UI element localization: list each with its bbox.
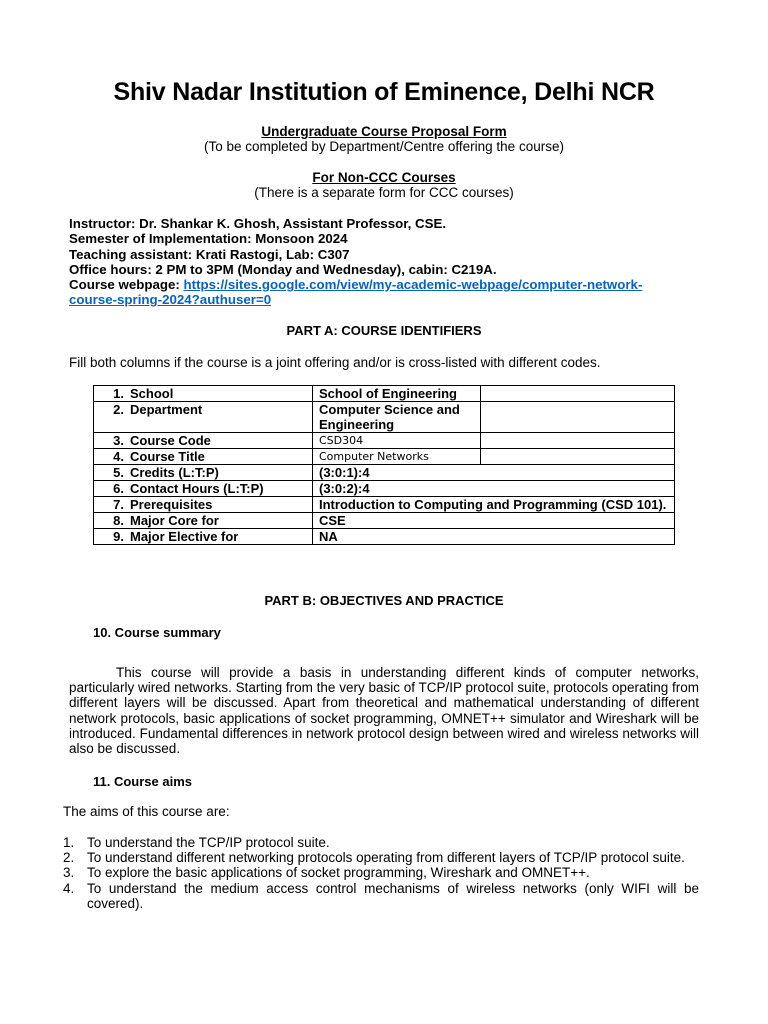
course-identifiers-table [93,385,675,545]
row-number: 4. [113,449,124,464]
aim-number: 3. [63,865,75,881]
row-label: Credits (L:T:P) [130,465,219,480]
ta-line: Teaching assistant: Krati Rastogi, Lab: C307 [69,246,350,262]
row-label: Course Title [130,449,205,464]
row-label: Contact Hours (L:T:P) [130,481,264,496]
row-label: Course Code [130,433,211,448]
table-row [94,449,675,465]
table-row [94,481,675,497]
webpage-label: Course webpage: [69,277,184,293]
row-value: CSE [313,513,675,529]
course-summary-text [69,665,699,756]
aim-text: To understand the medium access control mechanisms of wireless networks (only WIFI will be covered). [87,880,699,911]
aim-text: To understand different networking protocols operating from different layers of TCP/IP protocol suite. [87,850,685,866]
table-row [94,465,675,481]
course-aims-heading: 11. Course aims [93,774,192,789]
row-number: 6. [113,481,124,496]
course-info [69,216,709,308]
list-item [63,865,699,880]
webpage-url-part-1: https://sites.google.com/view/my-academic-webpage/computer-network- [183,277,643,293]
table-row [94,513,675,529]
part-a-heading: PART A: COURSE IDENTIFIERS [286,323,482,338]
form-type-note: (There is a separate form for CCC courses) [254,185,514,200]
row-extra-cell [481,402,675,433]
form-note: (To be completed by Department/Centre offering the course) [204,139,564,154]
list-item [63,850,699,865]
row-value: (3:0:2):4 [313,481,675,497]
aim-number: 4. [63,880,75,896]
row-extra-cell [481,449,675,465]
row-label: Department [130,402,203,417]
row-label: Major Core for [130,513,219,528]
row-value: NA [313,529,675,545]
row-number: 5. [113,465,124,480]
webpage-url-part-2: course-spring-2024?authuser=0 [69,292,272,308]
row-extra-cell [481,433,675,449]
list-item [63,881,699,911]
row-number: 1. [113,386,124,401]
semester-line: Semester of Implementation: Monsoon 2024 [69,231,348,247]
row-value: (3:0:1):4 [313,465,675,481]
course-aims-list [63,835,699,911]
aim-number: 1. [63,835,75,850]
row-value: School of Engineering [313,386,481,402]
instructor-line: Instructor: Dr. Shankar K. Ghosh, Assistant Professor, CSE. [69,216,447,231]
row-number: 7. [113,497,124,512]
part-b-heading: PART B: OBJECTIVES AND PRACTICE [264,593,504,608]
row-label: Major Elective for [130,529,239,544]
row-value: Computer Networks [313,449,481,465]
row-number: 2. [113,402,124,417]
list-item [63,835,699,850]
form-type-heading: For Non-CCC Courses [312,170,456,185]
row-value: Computer Science and Engineering [313,402,481,433]
table-row [94,529,675,545]
row-label: School [130,386,174,401]
aim-text: To understand the TCP/IP protocol suite. [87,835,330,850]
table-row [94,497,675,513]
table-row [94,386,675,402]
row-value: CSD304 [313,433,481,449]
row-label: Prerequisites [130,497,213,512]
table-row [94,433,675,449]
aim-number: 2. [63,850,75,866]
document-title: Shiv Nadar Institution of Eminence, Delhi NCR [113,78,655,106]
office-hours-line: Office hours: 2 PM to 3PM (Monday and Wednesday), cabin: C219A. [69,261,497,277]
course-aims-intro: The aims of this course are: [63,804,230,819]
course-summary-body: This course will provide a basis in understanding different kinds of computer networks, particularly wired networks. Starting from the very basic of TCP/IP protocol suite, protocols operating from different layers will be discussed. Apart from theoretical and mathematical understanding of different network protocols, basic applications of socket programming, OMNET++ simulator and Wireshark will be introduced. Fundamental differences in network protocol design between wired and wireless networks will also be discussed. [69,665,699,757]
row-number: 8. [113,513,124,528]
course-summary-heading: 10. Course summary [93,625,221,640]
part-a-instruction: Fill both columns if the course is a joint offering and/or is cross-listed with different codes. [69,355,601,370]
row-value: Introduction to Computing and Programming (CSD 101). [313,497,675,513]
row-number: 9. [113,529,124,544]
webpage-line [69,277,709,308]
table-row [94,402,675,433]
row-number: 3. [113,433,124,448]
aim-text: To explore the basic applications of socket programming, Wireshark and OMNET++. [87,865,590,881]
form-heading: Undergraduate Course Proposal Form [261,124,507,139]
row-extra-cell [481,386,675,402]
